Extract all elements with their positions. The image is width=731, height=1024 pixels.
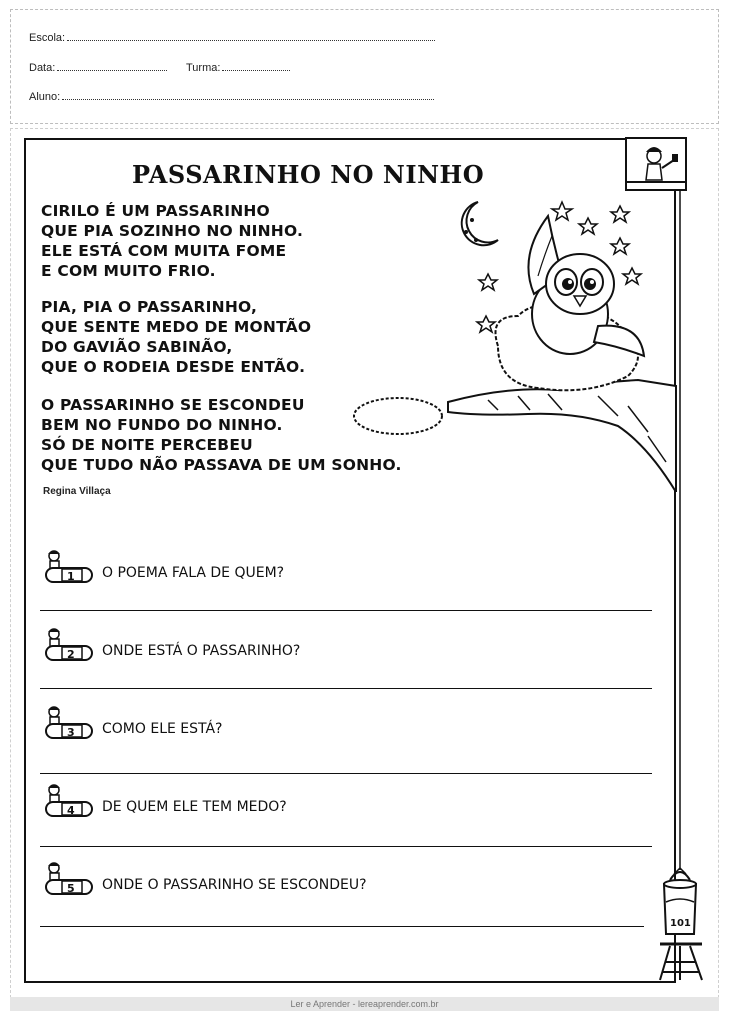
answer-line-2[interactable] bbox=[40, 688, 652, 689]
painter-character-icon bbox=[622, 134, 690, 192]
poem-line: BEM NO FUNDO DO NINHO. bbox=[41, 416, 283, 434]
question-number: 4 bbox=[67, 804, 75, 817]
answer-line-4[interactable] bbox=[40, 846, 652, 847]
class-field[interactable] bbox=[186, 61, 290, 74]
question-text: COMO ELE ESTÁ? bbox=[102, 721, 223, 737]
moon-icon bbox=[462, 202, 498, 245]
paint-bucket-icon bbox=[656, 866, 704, 942]
poem-line: PIA, PIA O PASSARINHO, bbox=[41, 298, 258, 316]
question-2 bbox=[44, 626, 654, 666]
nest-icon bbox=[354, 398, 442, 434]
bucket-label: 101 bbox=[670, 918, 691, 929]
poem-stanza-2 bbox=[41, 297, 311, 377]
question-5 bbox=[44, 860, 654, 900]
poem-line: QUE PIA SOZINHO NO NINHO. bbox=[41, 222, 304, 240]
question-4 bbox=[44, 782, 654, 822]
poem-line: QUE SENTE MEDO DE MONTÃO bbox=[41, 318, 312, 336]
question-1 bbox=[44, 548, 654, 588]
question-number: 3 bbox=[67, 726, 75, 739]
school-label: Escola: bbox=[29, 32, 66, 44]
question-number: 5 bbox=[67, 882, 75, 895]
school-field[interactable] bbox=[29, 31, 435, 44]
worksheet-title: PASSARINHO NO NINHO bbox=[132, 160, 485, 189]
question-text: O POEMA FALA DE QUEM? bbox=[102, 565, 285, 581]
question-text: DE QUEM ELE TEM MEDO? bbox=[102, 799, 287, 815]
bird-icon bbox=[528, 216, 644, 356]
poem-line: DO GAVIÃO SABINÃO, bbox=[41, 338, 233, 356]
bird-on-nest-illustration bbox=[348, 196, 678, 492]
answer-line-1[interactable] bbox=[40, 610, 652, 611]
poem-stanza-1 bbox=[41, 201, 303, 281]
ladder-icon bbox=[656, 942, 706, 982]
question-text: ONDE O PASSARINHO SE ESCONDEU? bbox=[102, 877, 367, 893]
answer-line-5[interactable] bbox=[40, 926, 644, 927]
question-number: 2 bbox=[67, 648, 75, 661]
question-text: ONDE ESTÁ O PASSARINHO? bbox=[102, 643, 301, 659]
question-number: 1 bbox=[67, 570, 75, 583]
poem-line: CIRILO É UM PASSARINHO bbox=[41, 202, 270, 220]
poem-line: QUE TUDO NÃO PASSAVA DE UM SONHO. bbox=[41, 456, 402, 474]
poem-line: SÓ DE NOITE PERCEBEU bbox=[41, 436, 253, 454]
date-field[interactable] bbox=[29, 61, 167, 74]
answer-line-3[interactable] bbox=[40, 773, 652, 774]
paint-bucket bbox=[656, 866, 704, 942]
class-label: Turma: bbox=[186, 62, 221, 74]
student-label: Aluno: bbox=[29, 91, 61, 103]
poem-line: E COM MUITO FRIO. bbox=[41, 262, 216, 280]
poem-author: Regina Villaça bbox=[43, 486, 111, 497]
footer-credit: Ler e Aprender - lereaprender.com.br bbox=[10, 997, 719, 1011]
student-field[interactable] bbox=[29, 90, 434, 103]
poem-line: QUE O RODEIA DESDE ENTÃO. bbox=[41, 358, 306, 376]
date-label: Data: bbox=[29, 62, 56, 74]
poem-line: O PASSARINHO SE ESCONDEU bbox=[41, 396, 305, 414]
question-3 bbox=[44, 704, 654, 744]
poem-line: ELE ESTÁ COM MUITA FOME bbox=[41, 242, 287, 260]
